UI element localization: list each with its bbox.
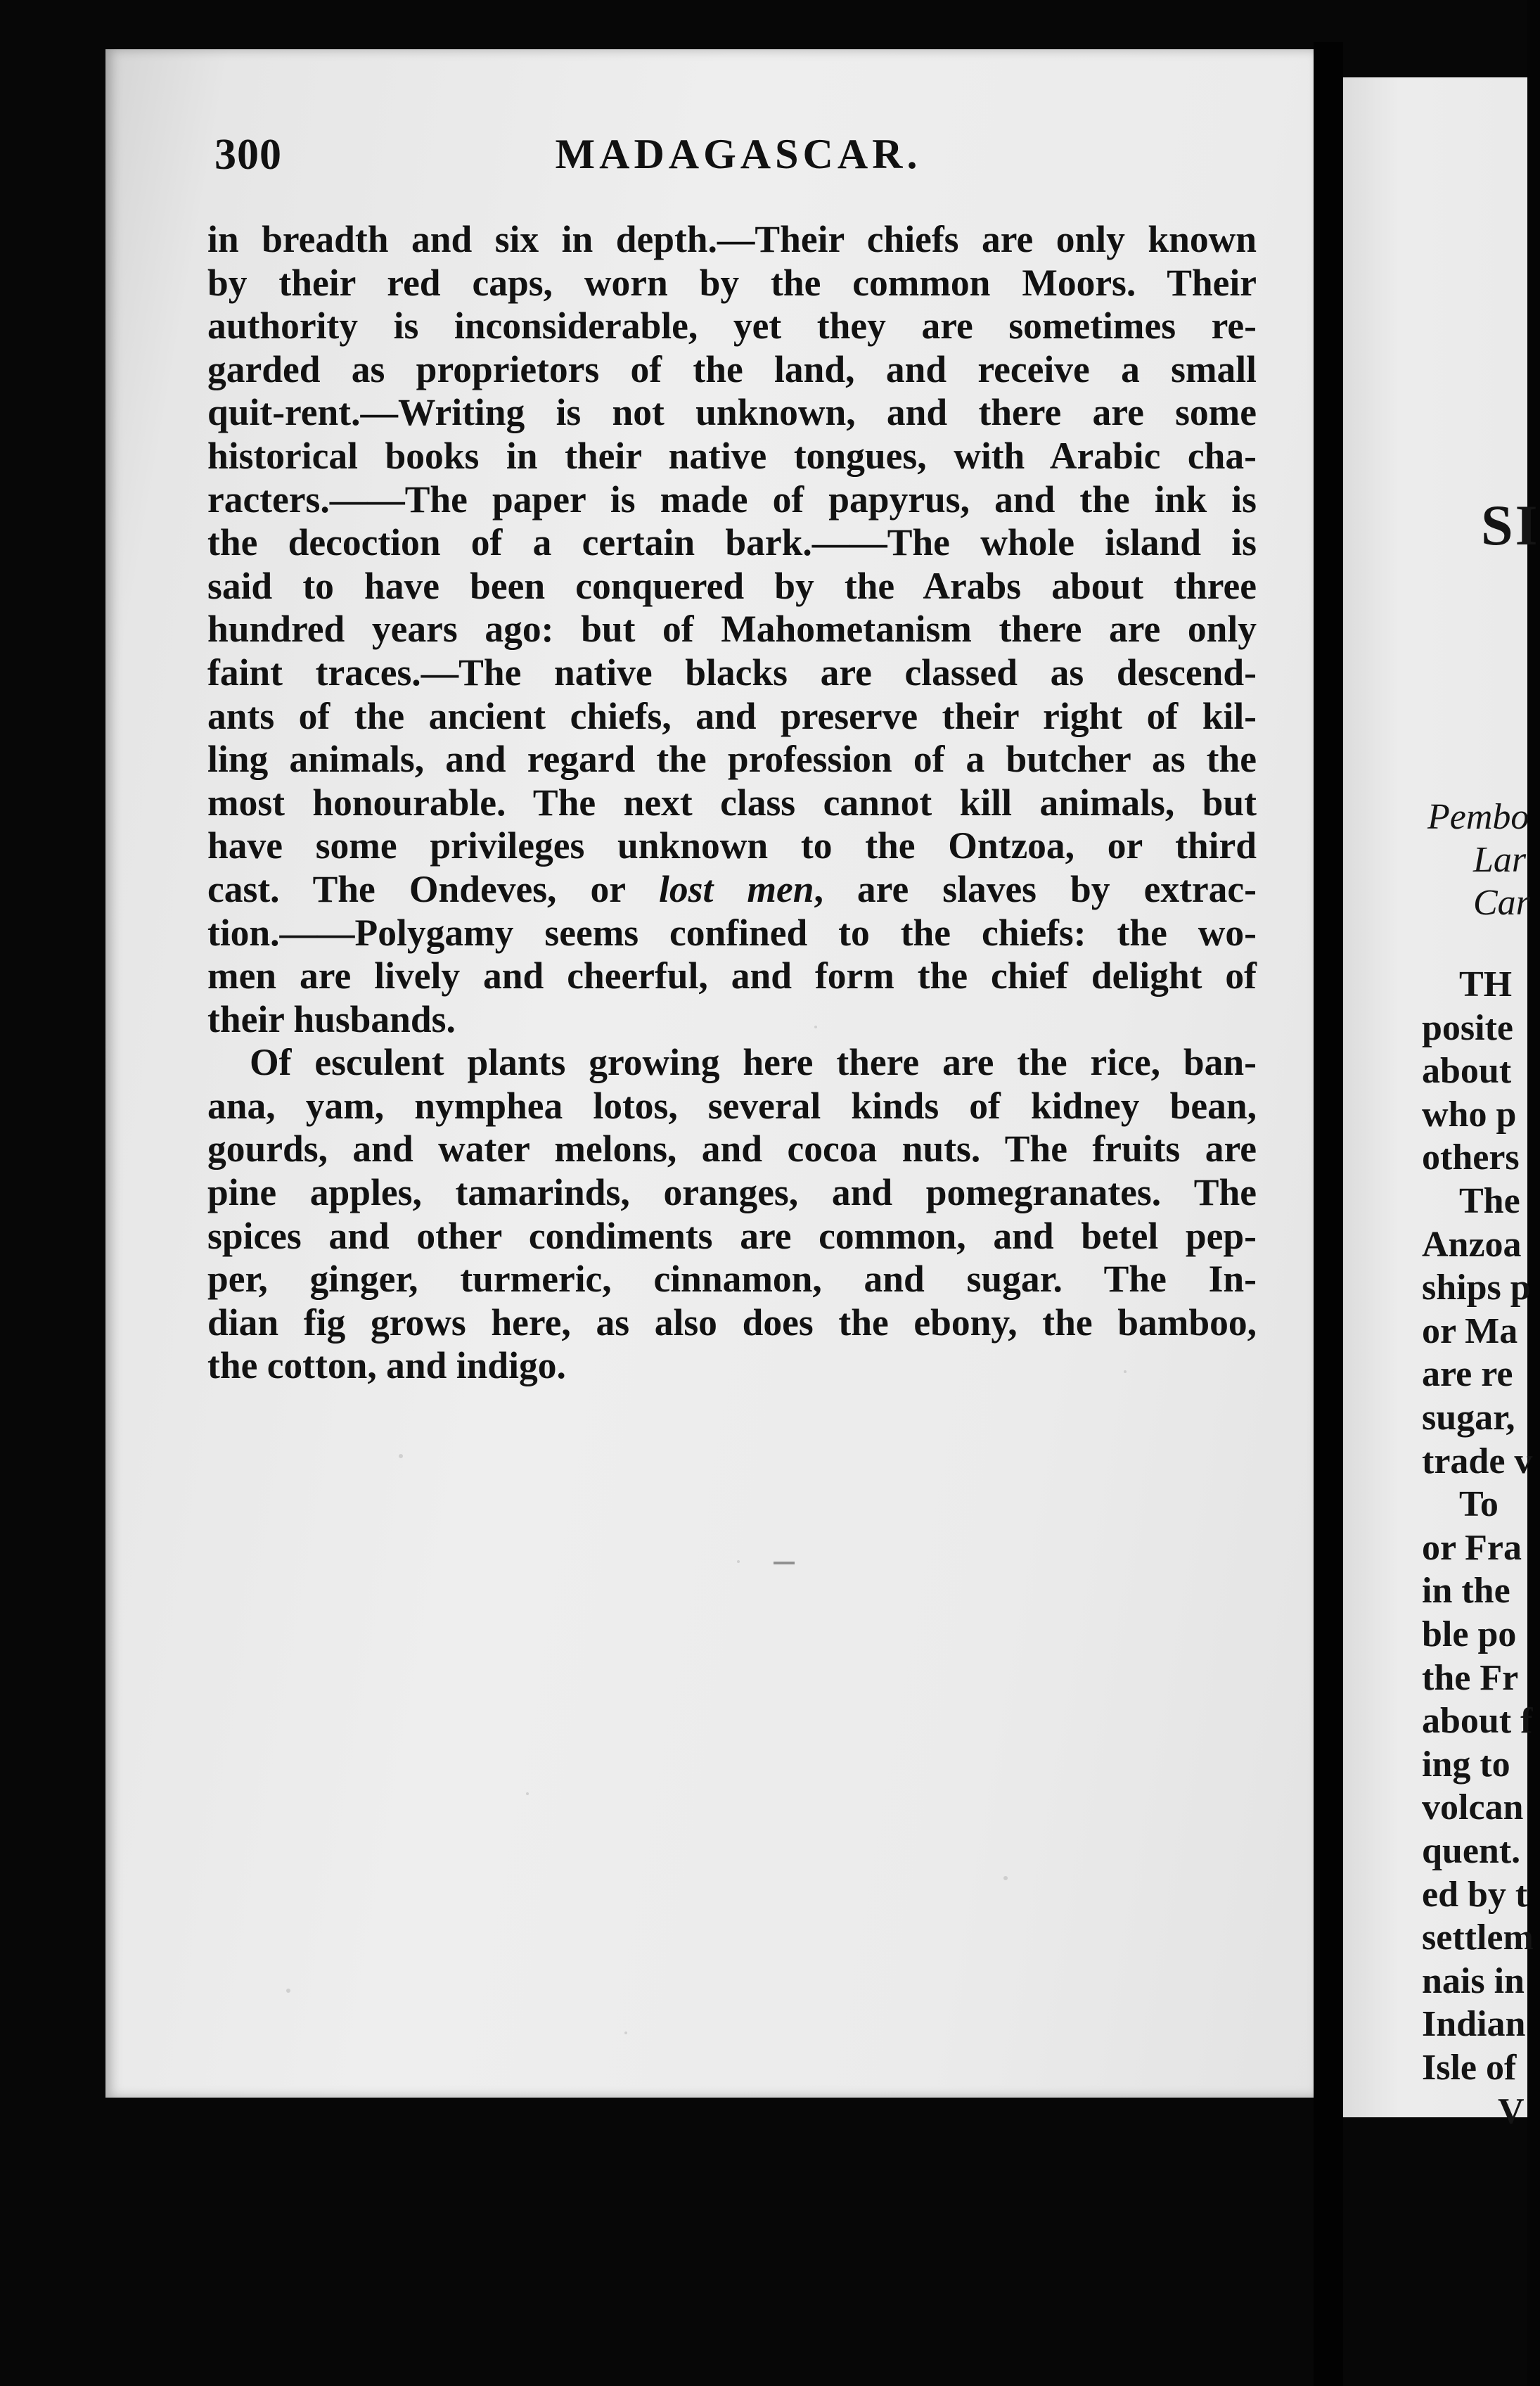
- facing-line-fragment: volcan: [1422, 1787, 1524, 1828]
- running-title: MADAGASCAR.: [555, 131, 922, 177]
- text-line: dian fig grows here, as also does the ebony, the bamboo,: [207, 1301, 1257, 1344]
- facing-heading-fragment: SI: [1481, 493, 1540, 557]
- facing-line-fragment: sugar,: [1422, 1398, 1515, 1438]
- italic-phrase: lost men: [659, 867, 814, 910]
- text-line: garded as proprietors of the land, and receive a small: [207, 347, 1257, 390]
- text-line: hundred years ago: but of Mahometanism there are only: [207, 608, 1257, 651]
- facing-line-fragment: are re: [1422, 1354, 1513, 1395]
- body-text: [207, 218, 1257, 1388]
- text-line: racters.——The paper is made of papyrus, and the ink is: [207, 478, 1257, 521]
- facing-line-fragment: settlem: [1422, 1918, 1534, 1958]
- facing-line-fragment: in the: [1422, 1571, 1510, 1612]
- text-line: gourds, and water melons, and cocoa nuts. The fruits are: [207, 1128, 1257, 1170]
- text-line: quit-rent.—Writing is not unknown, and there are some: [207, 391, 1257, 434]
- text-line: historical books in their native tongues, with Arabic cha-: [207, 434, 1257, 477]
- facing-line-fragment: quent.: [1422, 1831, 1521, 1871]
- facing-line-fragment: about f: [1422, 1701, 1533, 1742]
- facing-line-fragment: ble po: [1422, 1614, 1517, 1654]
- facing-line-fragment: Indian: [1422, 2004, 1526, 2045]
- facing-line-fragment: or Ma: [1422, 1310, 1518, 1351]
- paragraph: [207, 1041, 1257, 1388]
- text-line: faint traces.—The native blacks are classed as descend-: [207, 651, 1257, 694]
- text-line: in breadth and six in depth.—Their chiefs are only known: [207, 218, 1257, 260]
- text-line: men are lively and cheerful, and form the chief delight of: [207, 955, 1257, 997]
- text-line: by their red caps, worn by the common Moors. Their: [207, 261, 1257, 304]
- facing-line-fragment: posite: [1422, 1007, 1513, 1048]
- facing-line-fragment: Isle of: [1422, 2048, 1517, 2088]
- facing-line-fragment: ing to: [1422, 1744, 1510, 1785]
- facing-italic-fragment: Car: [1473, 883, 1530, 923]
- book-gutter: [1314, 42, 1343, 2386]
- facing-line-fragment: about: [1422, 1051, 1512, 1092]
- facing-italic-fragment: Pembo: [1427, 797, 1529, 837]
- text-line: most honourable. The next class cannot kill animals, but: [207, 781, 1257, 824]
- paragraph: [207, 218, 1257, 1041]
- facing-line-fragment: V: [1498, 2091, 1525, 2131]
- text-line: the cotton, and indigo.: [207, 1344, 566, 1387]
- facing-italic-fragment: Lar: [1473, 840, 1527, 880]
- text-line: their husbands.: [207, 997, 456, 1040]
- facing-line-fragment: who p: [1422, 1094, 1517, 1135]
- text-line: Of esculent plants growing here there are the rice, ban-: [250, 1041, 1257, 1084]
- text-line: ana, yam, nymphea lotos, several kinds of kidney bean,: [207, 1084, 1257, 1127]
- facing-line-fragment: others: [1422, 1137, 1520, 1178]
- text-line: cast. The Ondeves, or lost men, are slaves by extrac-: [207, 867, 1257, 910]
- text-line: spices and other condiments are common, and betel pep-: [207, 1214, 1257, 1257]
- text-line: tion.——Polygamy seems confined to the chiefs: the wo-: [207, 911, 1257, 954]
- running-head: [214, 130, 1262, 186]
- facing-line-fragment: the Fr: [1422, 1657, 1519, 1698]
- facing-line-fragment: ships p: [1422, 1268, 1531, 1308]
- text-line: said to have been conquered by the Arabs about three: [207, 564, 1257, 607]
- facing-line-fragment: trade v: [1422, 1441, 1533, 1481]
- text-line: ling animals, and regard the profession of a butcher as the: [207, 738, 1257, 781]
- page-number: 300: [214, 131, 282, 179]
- text-line: pine apples, tamarinds, oranges, and pomegranates. The: [207, 1171, 1257, 1214]
- text-line: have some privileges unknown to the Ontzoa, or third: [207, 824, 1257, 867]
- facing-line-fragment: Anzoa: [1422, 1224, 1522, 1265]
- text-line: ants of the ancient chiefs, and preserve their right of kil-: [207, 694, 1257, 737]
- facing-line-fragment: or Fra: [1422, 1527, 1522, 1568]
- facing-page-fragment: [1343, 77, 1540, 2131]
- facing-line-fragment: The: [1459, 1181, 1520, 1221]
- text-line: per, ginger, turmeric, cinnamon, and sugar. The In-: [207, 1258, 1257, 1301]
- text-line: authority is inconsiderable, yet they are sometimes re-: [207, 305, 1257, 347]
- facing-line-fragment: ed by t: [1422, 1874, 1528, 1915]
- facing-line-fragment: nais in: [1422, 1960, 1525, 2001]
- text-line: the decoction of a certain bark.——The whole island is: [207, 521, 1257, 564]
- facing-line-fragment: To: [1459, 1484, 1499, 1525]
- facing-line-fragment: TH: [1459, 964, 1513, 1004]
